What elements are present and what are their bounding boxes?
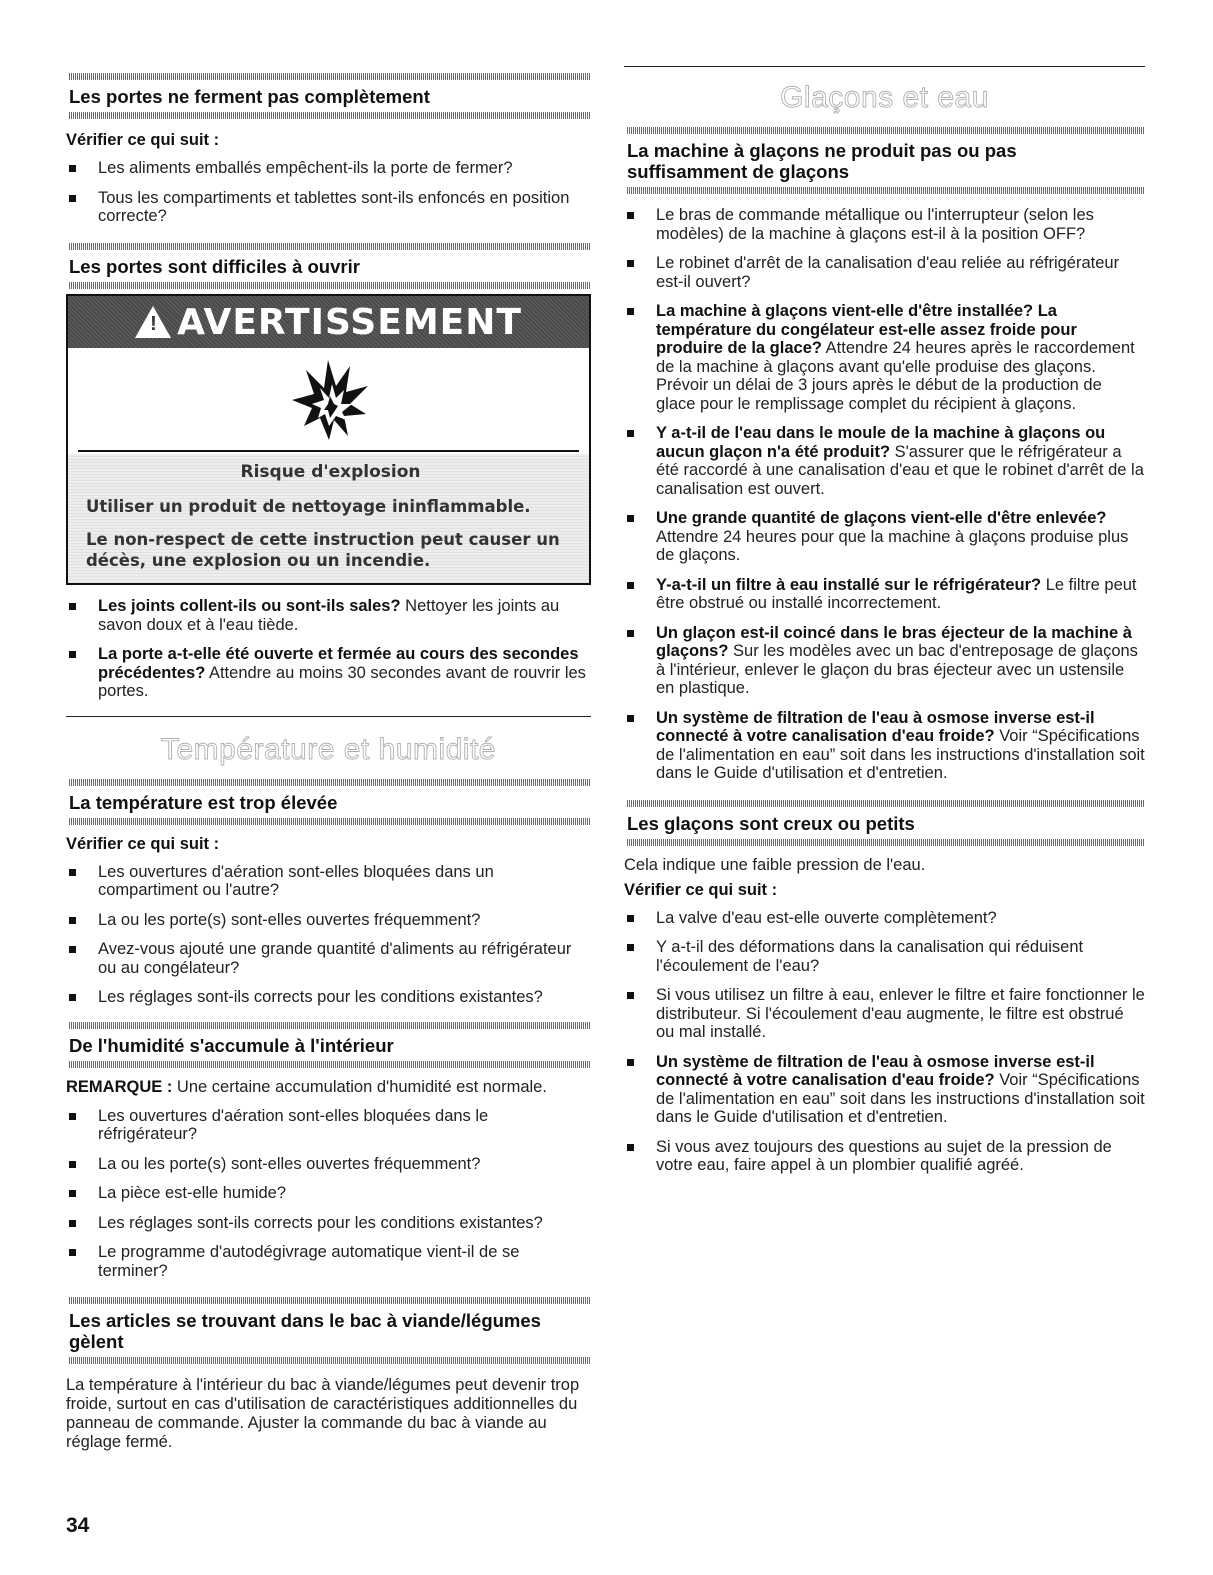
list-item: La ou les porte(s) sont-elles ouvertes fréquemment? — [66, 1155, 591, 1174]
bullet-icon — [69, 869, 76, 876]
lead-verifier: Vérifier ce qui suit : — [624, 880, 778, 899]
heading-creux: Les glaçons sont creux ou petits — [627, 812, 915, 834]
hatch-divider — [69, 112, 591, 119]
hatch-divider — [627, 800, 1145, 807]
bullet-icon — [69, 946, 76, 953]
list-item: Avez-vous ajouté une grande quantité d'aliments au réfrigérateur ou au congélateur? — [66, 940, 591, 977]
hatch-divider — [69, 1357, 591, 1364]
heading-humidite: De l'humidité s'accumule à l'intérieur — [69, 1034, 394, 1056]
list-item: Si vous avez toujours des questions au sujet de la pression de votre eau, faire appel à un plombier qualifié agréé. — [624, 1138, 1145, 1175]
bullet-icon — [627, 430, 634, 437]
list-item: Le bras de commande métallique ou l'interrupteur (selon les modèles) de la machine à glaçons est-il à la position OFF? — [624, 206, 1145, 243]
list-item: Les aliments emballés empêchent-ils la porte de fermer? — [66, 159, 591, 178]
hatch-divider — [69, 818, 591, 825]
left-column — [66, 0, 591, 289]
bullet-icon — [69, 603, 76, 610]
list-item: Les ouvertures d'aération sont-elles bloquées dans le réfrigérateur? — [66, 1107, 591, 1144]
hatch-divider — [627, 187, 1145, 194]
bullet-icon — [69, 1220, 76, 1227]
list-item: La ou les porte(s) sont-elles ouvertes fréquemment? — [66, 911, 591, 930]
list-item: Les joints collent-ils ou sont-ils sales? Nettoyer les joints au savon doux et à l'eau tiède. — [66, 597, 591, 634]
hatch-divider — [69, 1061, 591, 1068]
bullet-icon — [627, 992, 634, 999]
bullet-icon — [69, 1113, 76, 1120]
warning-body — [68, 454, 589, 583]
subhead-humidite — [66, 1022, 591, 1068]
bullet-icon — [69, 1190, 76, 1197]
list-humidite — [66, 1107, 591, 1281]
list-machine — [624, 206, 1145, 783]
list-item: La machine à glaçons vient-elle d'être installée? La température du congélateur est-elle assez froide pour produire de la glace? Attendre 24 heures après le raccordement de la machine à glaçons avant qu'elle produise des glaçons. Prévoir un délai de 3 jours après le début de la production de glace pour le remplissage complet du récipient à glaçons. — [624, 302, 1145, 413]
bullet-icon — [69, 1249, 76, 1256]
text-bac-viande: La température à l'intérieur du bac à viande/légumes peut devenir trop froide, surtout en cas d'utilisation de caractéristiques additionnelles du panneau de commande. Ajuster la commande du bac à viande au réglage fermé. — [66, 1376, 580, 1451]
bullet-icon — [627, 1144, 634, 1151]
list-item: Les réglages sont-ils corrects pour les conditions existantes? — [66, 1214, 591, 1233]
heading-portes-difficiles: Les portes sont difficiles à ouvrir — [69, 255, 360, 277]
list-item: Si vous utilisez un filtre à eau, enlever le filtre et faire fonctionner le distributeur. Si l'écoulement d'eau augmente, le filtre est obstrué ou mal installé. — [624, 986, 1145, 1042]
warning-header — [68, 296, 589, 348]
subhead-machine — [624, 127, 1145, 194]
note-humidite: REMARQUE : Une certaine accumulation d'humidité est normale. — [66, 1077, 547, 1096]
list-item: La valve d'eau est-elle ouverte complètement? — [624, 909, 1145, 928]
section-title-glacons: Glaçons et eau — [780, 81, 989, 114]
list-item: Tous les compartiments et tablettes sont-ils enfoncés en position correcte? — [66, 189, 591, 226]
list-item: Une grande quantité de glaçons vient-elle d'être enlevée? Attendre 24 heures pour que la machine à glaçons produise plus de glaçons. — [624, 509, 1145, 565]
section-title-temperature: Température et humidité — [161, 732, 496, 766]
list-item: La pièce est-elle humide? — [66, 1184, 591, 1203]
list-item: Un système de filtration de l'eau à osmose inverse est-il connecté à votre canalisation d'eau froide? Voir “Spécifications de l'alimentation en eau” soit dans les instructions d'installation soit dans le Guide d'utilisation et d'entretien. — [624, 709, 1145, 783]
bullet-icon — [627, 582, 634, 589]
subhead-portes-ferment — [66, 73, 591, 119]
bullet-icon — [69, 195, 76, 202]
heading-temp-elevee: La température est trop élevée — [69, 791, 338, 813]
list-item: Y a-t-il des déformations dans la canalisation qui réduisent l'écoulement de l'eau? — [624, 938, 1145, 975]
list-item: Le robinet d'arrêt de la canalisation d'eau reliée au réfrigérateur est-il ouvert? — [624, 254, 1145, 291]
subhead-portes-difficiles — [66, 243, 591, 289]
explosion-icon — [78, 348, 579, 452]
page-number: 34 — [66, 1514, 90, 1537]
hatch-divider — [69, 243, 591, 250]
subhead-bac-viande — [66, 1297, 591, 1364]
heading-machine: La machine à glaçons ne produit pas ou pas suffisamment de glaçons — [627, 140, 1017, 182]
bullet-icon — [627, 515, 634, 522]
bullet-icon — [627, 308, 634, 315]
intro-creux: Cela indique une faible pression de l'eau. — [624, 855, 926, 874]
left-column-lower — [66, 597, 591, 1452]
hatch-divider — [69, 1022, 591, 1029]
warning-line-2: Le non-respect de cette instruction peut causer un décès, une explosion ou un incendie. — [86, 530, 560, 570]
list-item: Un glaçon est-il coincé dans le bras éjecteur de la machine à glaçons? Sur les modèles avec un bac d'entreposage de glaçons à l'intérieur, enlever le glaçon du bras éjecteur avec un ustensile en plastique. — [624, 624, 1145, 698]
bullet-icon — [627, 630, 634, 637]
warning-title: AVERTISSEMENT — [177, 301, 522, 343]
list-item: Les ouvertures d'aération sont-elles bloquées dans un compartiment ou l'autre? — [66, 863, 591, 900]
list-item: Un système de filtration de l'eau à osmose inverse est-il connecté à votre canalisation d'eau froide? Voir “Spécifications de l'alimentation en eau” soit dans les instructions d'installation soit dans le Guide d'utilisation et d'entretien. — [624, 1053, 1145, 1127]
list-portes-difficiles — [66, 597, 591, 701]
hatch-divider — [69, 779, 591, 786]
bullet-icon — [69, 1161, 76, 1168]
subhead-creux — [624, 800, 1145, 846]
list-portes-ferment — [66, 159, 591, 226]
bullet-icon — [69, 165, 76, 172]
bullet-icon — [627, 260, 634, 267]
hatch-divider — [69, 282, 591, 289]
list-item: Le programme d'autodégivrage automatique vient-il de se terminer? — [66, 1243, 591, 1280]
hatch-divider — [627, 839, 1145, 846]
lead-verifier: Vérifier ce qui suit : — [66, 834, 220, 853]
bullet-icon — [69, 917, 76, 924]
warning-risk: Risque d'explosion — [240, 462, 421, 482]
bullet-icon — [627, 1059, 634, 1066]
hatch-divider — [69, 1297, 591, 1304]
list-item: La porte a-t-elle été ouverte et fermée au cours des secondes précédentes? Attendre au moins 30 secondes avant de rouvrir les portes. — [66, 645, 591, 701]
right-column — [624, 66, 1145, 1186]
warning-box — [66, 294, 591, 585]
lead-verifier: Vérifier ce qui suit : — [66, 131, 220, 149]
list-temp-elevee — [66, 863, 591, 1007]
heading-portes-ferment: Les portes ne ferment pas complètement — [69, 86, 430, 107]
subhead-temp-elevee — [66, 779, 591, 825]
hatch-divider — [627, 127, 1145, 134]
bullet-icon — [627, 915, 634, 922]
bullet-icon — [627, 715, 634, 722]
hatch-divider — [69, 73, 591, 80]
list-item: Les réglages sont-ils corrects pour les conditions existantes? — [66, 988, 591, 1007]
list-item: Y a-t-il de l'eau dans le moule de la machine à glaçons ou aucun glaçon n'a été produit? S'assurer que le réfrigérateur a été raccordé à une canalisation d'eau et que le robinet d'arrêt de la canalisation est ouvert. — [624, 424, 1145, 498]
warning-line-1: Utiliser un produit de nettoyage ininflammable. — [86, 497, 531, 516]
bullet-icon — [69, 651, 76, 658]
heading-bac-viande: Les articles se trouvant dans le bac à viande/légumes gèlent — [69, 1310, 541, 1352]
list-item: Y-a-t-il un filtre à eau installé sur le réfrigérateur? Le filtre peut être obstrué ou installé incorrectement. — [624, 576, 1145, 613]
list-creux — [624, 909, 1145, 1175]
bullet-icon — [627, 944, 634, 951]
bullet-icon — [69, 994, 76, 1001]
warning-triangle-icon: ! — [135, 306, 171, 338]
bullet-icon — [627, 212, 634, 219]
